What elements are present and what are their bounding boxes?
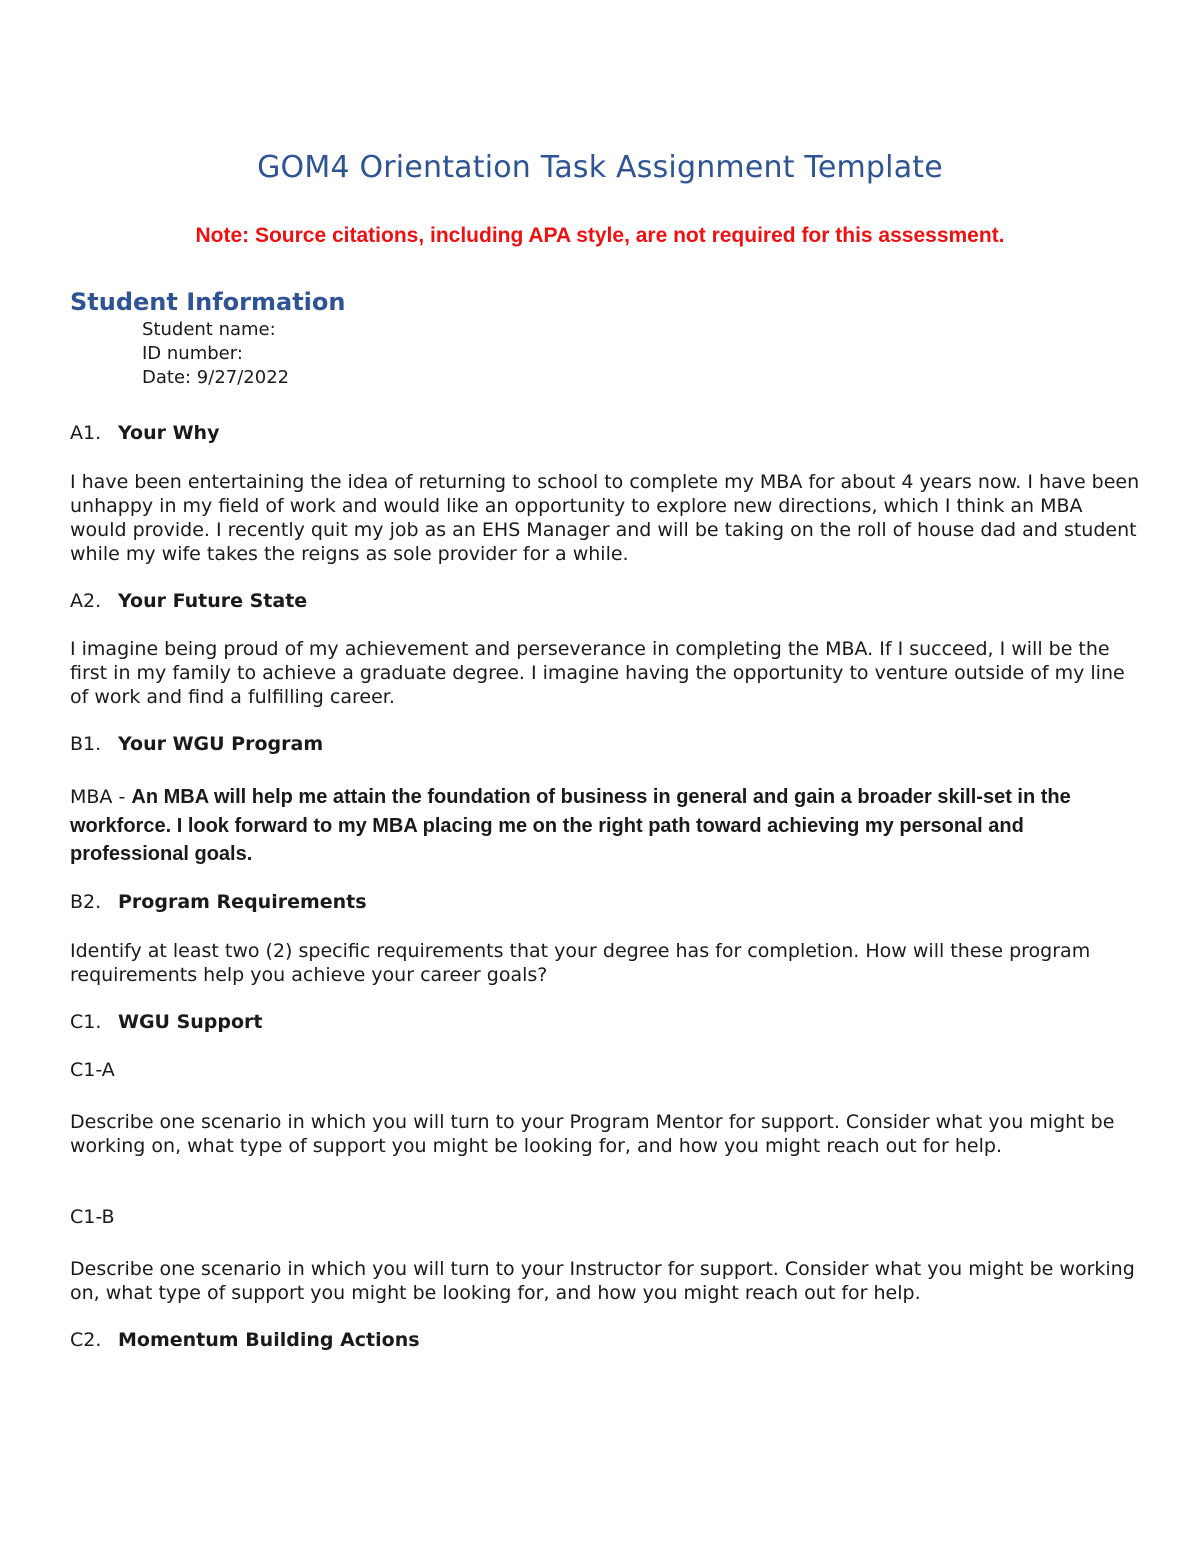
student-name-field: Student name: — [142, 319, 276, 340]
section-a2-heading — [70, 590, 307, 612]
section-c1a-label: C1-A — [70, 1059, 115, 1081]
section-c2-heading — [70, 1329, 420, 1351]
program-reason: An MBA will help me attain the foundation of business in general and gain a broader skill-set in the workforce. I look forward to my MBA placing me on the right path toward achieving my personal and professional goals. — [70, 786, 1071, 865]
section-b2-heading — [70, 891, 367, 913]
student-info-heading: Student Information — [70, 288, 346, 316]
section-b1-body — [70, 783, 1140, 869]
section-label: Your WGU Program — [118, 733, 324, 755]
document-title: GOM4 Orientation Task Assignment Template — [257, 150, 943, 185]
section-a1-body: I have been entertaining the idea of returning to school to complete my MBA for about 4 years now. I have been unhappy in my field of work and would like an opportunity to explore new directions, which I think an MBA would provide. I recently quit my job as an EHS Manager and will be taking on the roll of house dad and student while my wife takes the reigns as sole provider for a while. — [70, 471, 1140, 565]
section-number: B1. — [70, 733, 102, 755]
section-label: Program Requirements — [118, 891, 367, 913]
section-a1-heading — [70, 422, 219, 444]
date-field: Date: 9/27/2022 — [142, 367, 290, 388]
section-b1-heading — [70, 733, 323, 755]
program-name: MBA - — [70, 786, 132, 808]
section-number: C2. — [70, 1329, 102, 1351]
section-c1a-body: Describe one scenario in which you will turn to your Program Mentor for support. Consider what you might be working on, what type of support you might be looking for, and how you might reach out for help. — [70, 1111, 1115, 1157]
section-c1-heading — [70, 1011, 263, 1033]
section-number: B2. — [70, 891, 102, 913]
id-number-field: ID number: — [142, 343, 243, 364]
section-c1b-body: Describe one scenario in which you will turn to your Instructor for support. Consider what you might be working on, what type of support you might be looking for, and how you might reach out for help. — [70, 1258, 1135, 1304]
section-label: WGU Support — [118, 1011, 263, 1033]
section-c1b-label: C1-B — [70, 1206, 115, 1228]
section-number: C1. — [70, 1011, 102, 1033]
section-a2-body: I imagine being proud of my achievement and perseverance in completing the MBA. If I succeed, I will be the first in my family to achieve a graduate degree. I imagine having the opportunity to venture outside of my line of work and find a fulfilling career. — [70, 638, 1125, 708]
section-number: A1. — [70, 422, 102, 444]
section-number: A2. — [70, 590, 102, 612]
section-label: Your Why — [118, 422, 220, 444]
section-b2-body: Identify at least two (2) specific requirements that your degree has for completion. How will these program requirements help you achieve your career goals? — [70, 940, 1091, 986]
citation-note: Note: Source citations, including APA style, are not required for this assessment. — [195, 224, 1005, 247]
section-label: Momentum Building Actions — [118, 1329, 420, 1351]
section-label: Your Future State — [118, 590, 308, 612]
